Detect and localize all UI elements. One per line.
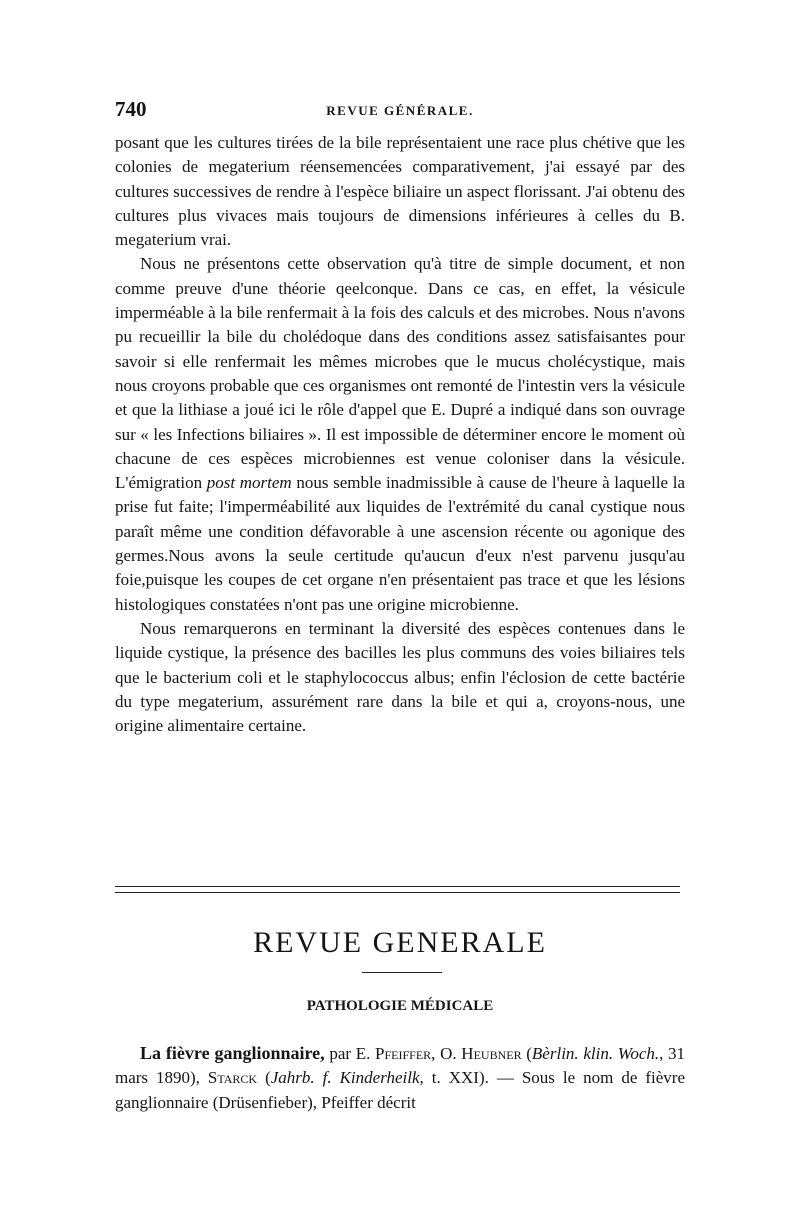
paren-open-2: ( bbox=[265, 1068, 271, 1088]
journal-volume: , t. XXI). bbox=[419, 1068, 489, 1088]
journal-jahrb: Jahrb. f. Kinderheilk bbox=[270, 1068, 420, 1088]
paren-open: ( bbox=[526, 1044, 532, 1063]
paragraph-2 bbox=[115, 252, 685, 616]
journal-date: , 31 mars 1890), bbox=[115, 1044, 686, 1088]
post-mortem-term: post mortem bbox=[206, 473, 292, 493]
journal-berlin-klin: Bèrlin. klin. Woch. bbox=[531, 1044, 660, 1063]
paragraph-3: Nous remarquerons en terminant la diversité des espèces contenues dans le liquide cystique, la présence des bacilles les plus communs des voies biliaires tels que le bacterium coli et le staphylococcus albus; enfin l'éclosion de cette bactérie du type megaterium, assurément rare dans la bile et qui a, croyons-nous, une origine alimentaire certaine. bbox=[115, 618, 685, 736]
author-separator: , O. bbox=[431, 1044, 457, 1063]
author-heubner: Heubner bbox=[461, 1044, 522, 1063]
running-title: REVUE GÉNÉRALE. bbox=[326, 103, 474, 118]
author-pfeiffer: Pfeiffer bbox=[375, 1044, 432, 1063]
section-title: REVUE GENERALE bbox=[253, 926, 547, 959]
page-number: 740 bbox=[115, 97, 147, 121]
paragraph-2-part-b: nous semble inadmissible à cause de l'heure à laquelle la prise fut faite; l'imperméabilité aux liquides de l'extrémité du canal cystique nous paraît même une condition défavorable à une ascension récente ou agonique des germes.Nous avons la seule certitude qu'aucun d'eux n'est parvenu jusqu'au foie,puisque les coupes de cet organe n'en présentaient pas trace et que les lésions histologiques constatées n'ont pas une origine microbienne. bbox=[115, 473, 686, 614]
review-text: — Sous le nom de fièvre ganglionnaire (Drüsenfieber), Pfeiffer décrit bbox=[115, 1068, 685, 1112]
author-starck: Starck bbox=[207, 1068, 258, 1088]
article-continuation bbox=[115, 131, 685, 738]
review-entry bbox=[115, 1041, 685, 1115]
paragraph-2-part-a: Nous ne présentons cette observation qu'à titre de simple document, et non comme preuve d'une théorie qeelconque. Dans ce cas, en effet, la vésicule imperméable à la bile renfermait à la fois des calculs et des microbes. Nous n'avons pu recueillir la bile du cholédoque dans des conditions assez satisfaisantes pour savoir si elle renfermait les mêmes microbes que le mucus cholécystique, mais nous croyons probable que ces organismes ont remonté de l'intestin vers la vésicule et que la lithiase a joué ici le rôle d'appel que E. Dupré a indiqué dans son ouvrage sur « les Infections biliaires ». Il est impossible de déterminer encore le moment où chacune de ces espèces microbiennes est venue coloniser dans la vésicule. L'émigration bbox=[115, 254, 685, 493]
section-divider-top bbox=[115, 886, 680, 887]
review-by: par E. bbox=[329, 1044, 371, 1063]
subsection-title: PATHOLOGIE MÉDICALE bbox=[306, 998, 494, 1014]
paragraph-1: posant que les cultures tirées de la bile représentaient une race plus chétive que les colonies de megaterium réensemencées comparativement, j'ai essayé par des cultures successives de rendre à l'espèce biliaire un aspect florissant. J'ai obtenu des cultures plus vivaces mais toujours de dimensions inférieures à celles du B. megaterium vrai. bbox=[115, 133, 685, 250]
review-title: La fièvre ganglionnaire, bbox=[140, 1043, 325, 1063]
page-header bbox=[115, 97, 685, 123]
title-underline bbox=[362, 972, 442, 973]
section-divider-bottom bbox=[115, 892, 680, 893]
review-paragraph bbox=[115, 1041, 685, 1115]
